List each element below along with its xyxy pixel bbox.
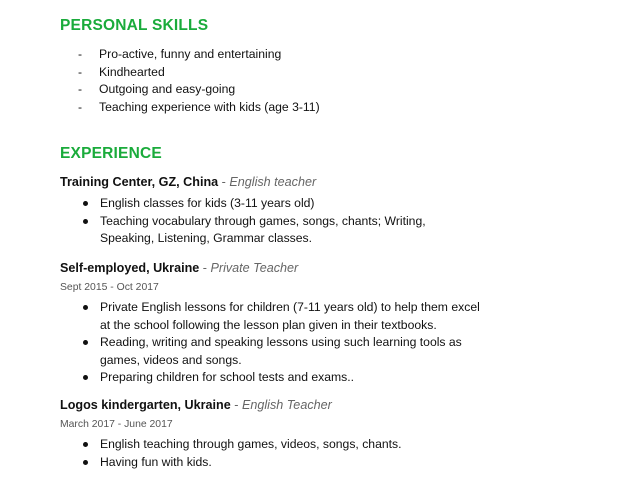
bullet-text: Private English lessons for children (7-11 years old) to help them excel at the school following the lesson plan given in their textbooks. — [100, 300, 480, 332]
experience-entry-training-center — [60, 174, 500, 248]
bullet-icon — [83, 201, 88, 206]
skill-text: Teaching experience with kids (age 3-11) — [99, 99, 320, 114]
list-item — [78, 46, 320, 64]
personal-skills-list — [78, 46, 320, 116]
dash-marker: - — [78, 64, 83, 79]
job-role: English Teacher — [241, 398, 332, 412]
bullet-icon — [83, 460, 88, 465]
experience-entry-self-employed — [60, 260, 500, 387]
bullet-text: English teaching through games, videos, songs, chants. — [100, 437, 402, 451]
skill-text: Kindhearted — [99, 64, 165, 79]
list-item — [78, 81, 320, 99]
bullet-icon — [83, 219, 88, 224]
title-separator: - — [221, 175, 226, 189]
job-organization: Training Center, GZ, China — [60, 175, 219, 189]
skill-text: Pro-active, funny and entertaining — [99, 47, 282, 61]
experience-entry-logos-kindergarten — [60, 397, 500, 471]
skill-text: Outgoing and easy-going — [99, 82, 236, 96]
list-item — [60, 195, 480, 213]
job-organization: Self-employed, Ukraine — [60, 261, 200, 275]
personal-skills-heading: PERSONAL SKILLS — [60, 17, 209, 34]
bullet-icon — [83, 375, 88, 380]
title-separator: - — [202, 261, 207, 275]
job-title-line — [60, 174, 500, 191]
bullet-icon — [83, 442, 88, 447]
list-item — [78, 64, 320, 82]
dash-marker: - — [78, 82, 83, 96]
job-date-range: Sept 2015 - Oct 2017 — [60, 282, 159, 293]
job-organization: Logos kindergarten, Ukraine — [60, 398, 231, 412]
bullet-text: Preparing children for school tests and exams.. — [100, 370, 355, 384]
bullet-text: Teaching vocabulary through games, songs, chants; Writing, Speaking, Listening, Grammar classes. — [100, 213, 426, 245]
bullet-text: Reading, writing and speaking lessons using such learning tools as games, videos and songs. — [100, 335, 462, 367]
list-item — [60, 436, 480, 454]
bullet-text: English classes for kids (3-11 years old) — [100, 196, 315, 210]
list-item — [60, 299, 480, 334]
dash-marker: - — [78, 47, 83, 61]
bullet-icon — [83, 340, 88, 345]
job-role: English teacher — [229, 175, 317, 189]
bullet-text: Having fun with kids. — [100, 454, 212, 469]
list-item — [60, 369, 480, 387]
list-item — [60, 213, 480, 248]
job-bullets — [60, 299, 500, 387]
job-date-range: March 2017 - June 2017 — [60, 419, 173, 430]
job-role: Private Teacher — [210, 261, 299, 275]
title-separator: - — [234, 398, 239, 412]
job-title-line — [60, 397, 500, 414]
dash-marker: - — [78, 99, 83, 114]
bullet-icon — [83, 305, 88, 310]
job-bullets — [60, 436, 500, 471]
job-title-line — [60, 260, 500, 277]
job-bullets — [60, 195, 500, 248]
list-item — [78, 99, 320, 117]
list-item — [60, 454, 480, 472]
list-item — [60, 334, 480, 369]
experience-heading: EXPERIENCE — [60, 145, 162, 162]
